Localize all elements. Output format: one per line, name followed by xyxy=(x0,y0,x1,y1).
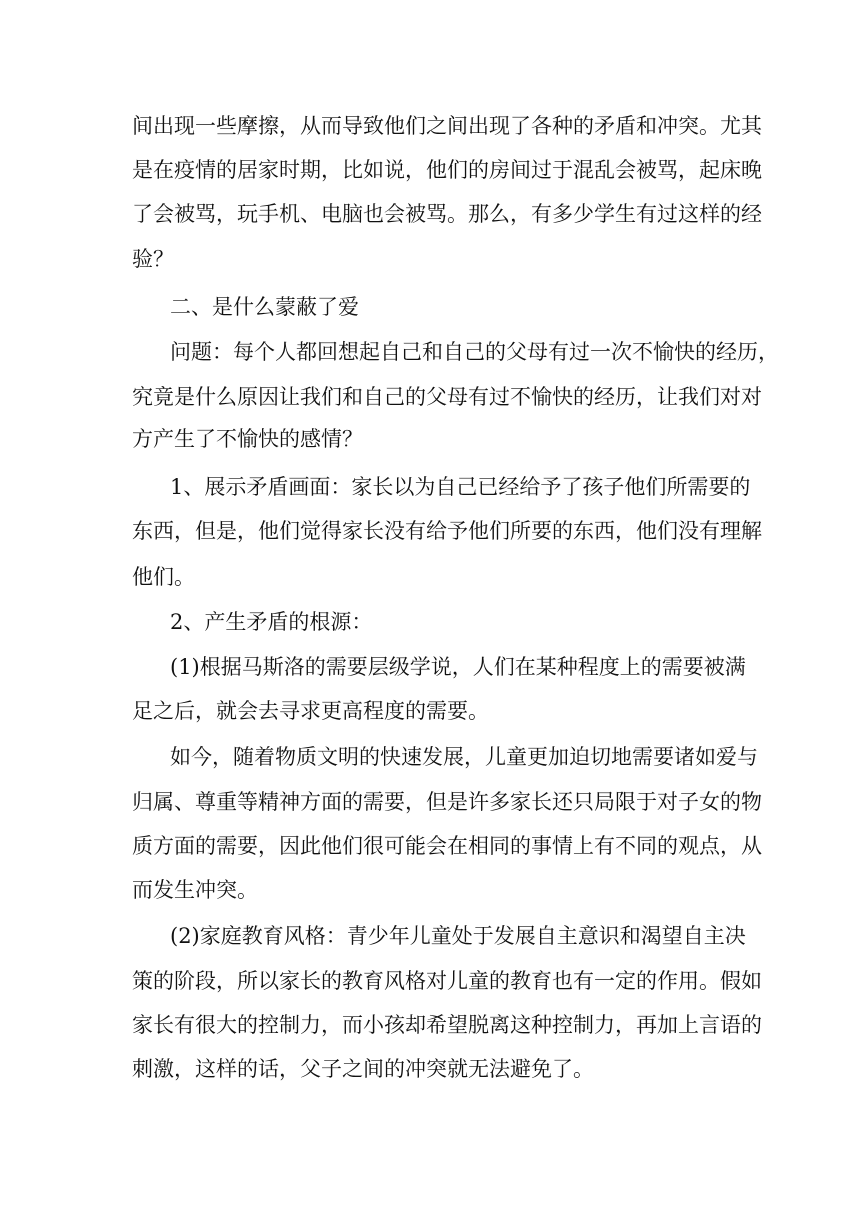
text-line: 足之后，就会去寻求更高程度的需要。 xyxy=(132,699,489,723)
text-line: 是在疫情的居家时期，比如说，他们的房间过于混乱会被骂，起床晚 xyxy=(132,158,762,182)
text-line: 策的阶段，所以家长的教育风格对儿童的教育也有一定的作用。假如 xyxy=(132,969,762,993)
subheading: 2、产生矛盾的根源： xyxy=(170,610,373,634)
text-line: (1)根据马斯洛的需要层级学说，人们在某种程度上的需要被满 xyxy=(170,655,746,679)
text-line: 问题：每个人都回想起自己和自己的父母有过一次不愉快的经历， xyxy=(170,340,779,364)
text-line: (2)家庭教育风格：青少年儿童处于发展自主意识和渴望自主决 xyxy=(170,924,746,948)
section-heading: 二、是什么蒙蔽了爱 xyxy=(170,295,359,319)
text-line: 验？ xyxy=(132,247,174,271)
text-line: 刺激，这样的话，父子之间的冲突就无法避免了。 xyxy=(132,1057,594,1081)
text-line: 1、展示矛盾画面：家长以为自己已经给予了孩子他们所需要的 xyxy=(170,475,751,499)
text-line: 东西，但是，他们觉得家长没有给予他们所要的东西，他们没有理解 xyxy=(132,519,762,543)
text-line: 间出现一些摩擦，从而导致他们之间出现了各种的矛盾和冲突。尤其 xyxy=(132,114,762,138)
text-line: 了会被骂，玩手机、电脑也会被骂。那么，有多少学生有过这样的经 xyxy=(132,202,762,226)
text-line: 归属、尊重等精神方面的需要，但是许多家长还只局限于对子女的物 xyxy=(132,790,762,814)
text-line: 如今，随着物质文明的快速发展，儿童更加迫切地需要诸如爱与 xyxy=(170,745,758,769)
text-line: 他们。 xyxy=(132,565,195,589)
text-line: 家长有很大的控制力，而小孩却希望脱离这种控制力，再加上言语的 xyxy=(132,1013,762,1037)
text-line: 而发生冲突。 xyxy=(132,878,258,902)
text-line: 质方面的需要，因此他们很可能会在相同的事情上有不同的观点，从 xyxy=(132,834,762,858)
text-line: 究竟是什么原因让我们和自己的父母有过不愉快的经历，让我们对对 xyxy=(132,385,762,409)
text-line: 方产生了不愉快的感情？ xyxy=(132,427,363,451)
